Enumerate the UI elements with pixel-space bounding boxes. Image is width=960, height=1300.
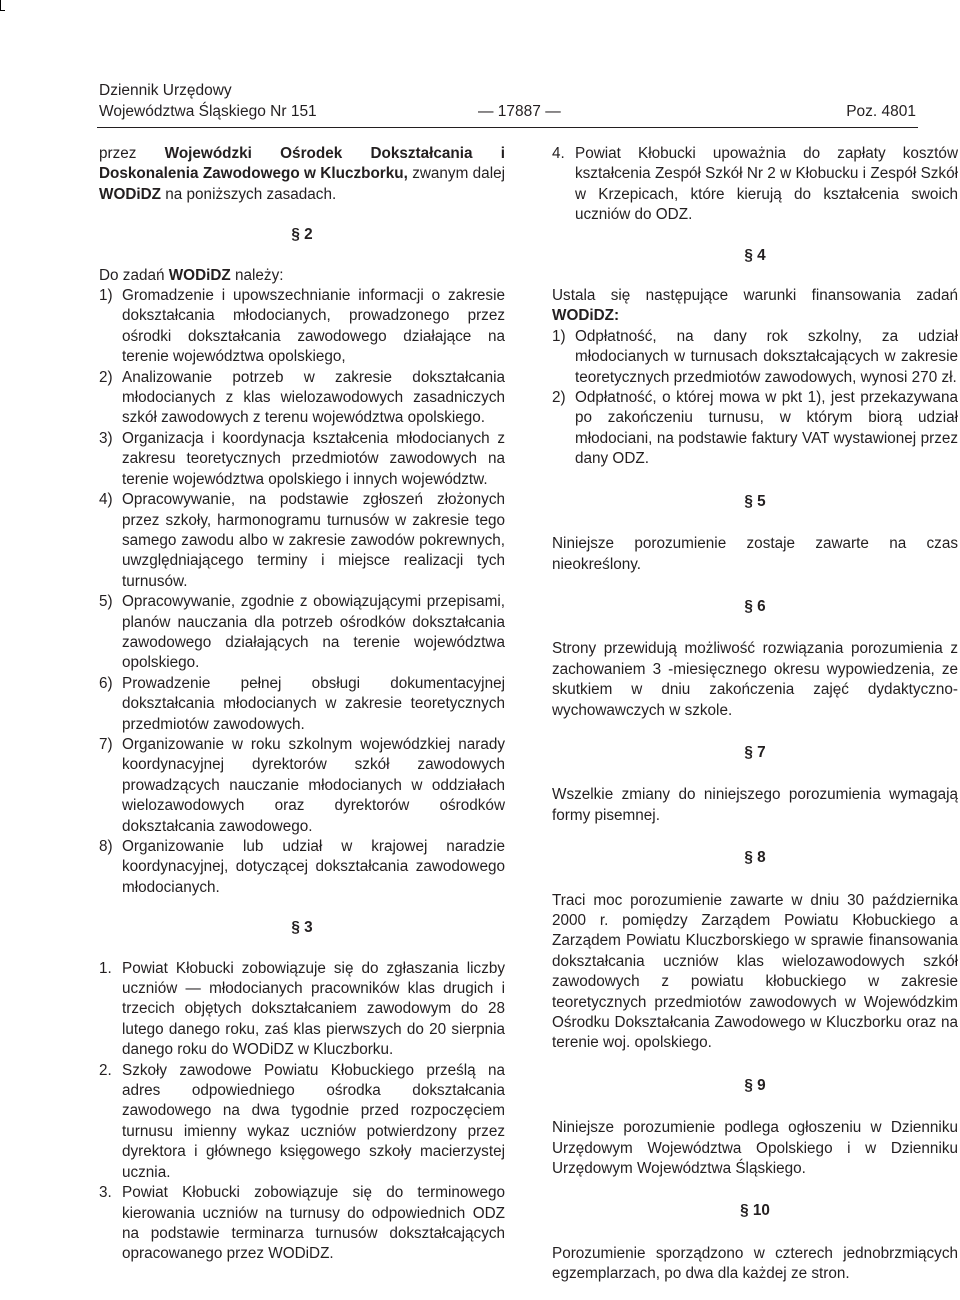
list-item-number: 3) [99, 429, 113, 447]
list-item [99, 1061, 505, 1183]
list-item-text: Prowadzenie pełnej obsługi dokumentacyjnej dokształcania młodocianych w zakresie teoretycznych przedmiotów zawodowych. [122, 674, 505, 733]
list-item [99, 429, 505, 490]
section-5-text: Niniejsze porozumienie zostaje zawarte na czas nieokreślony. [552, 535, 958, 573]
intro-institution: Wojewódzki Ośrodek Dokształcania i Doskonalenia Zawodowego w Kluczborku, [99, 145, 505, 183]
section-8-text: Traci moc porozumienie zawarte w dniu 30 października 2000 r. pomiędzy Zarządem Powiatu Kłobuckiego a Zarządem Powiatu Kluczborskiego w sprawie finansowania dokształcania uczniów klas wielozawodowych szkół zawodowych z powiatu kłobuckiego w zakresie teoretycznych przedmiotów zawodowych w Wojewódzkim Ośrodku Dokształcania Zawodowego w Kluczborku oraz na terenie woj. opolskiego. [552, 891, 958, 1052]
list-item-text: Szkoły zawodowe Powiatu Kłobuckiego prześlą na adres odpowiedniego ośrodka dokształcania zawodowego na dwa tygodnie przed rozpoczęciem turnusu imienny wykaz uczniów potwierdzony przez dyrektora i głównego księgowego szkoły macierzystej ucznia. [122, 1061, 505, 1181]
list-item-number: 1) [99, 287, 113, 305]
list-item [552, 388, 958, 470]
list-item-number: 2) [552, 389, 566, 407]
section-2-lead [99, 266, 505, 286]
intro-text-post: na poniższych zasadach. [161, 185, 337, 203]
s2-lead-bold: WODiDZ [168, 266, 231, 284]
s2-lead-pre: Do zadań [99, 266, 169, 284]
list-item-number: 6) [99, 674, 113, 692]
list-item-text: Gromadzenie i upowszechnianie informacji o zakresie dokształcania młodocianych, prowadzonego przez ośrodki dokształcania zawodowego działające na terenie województwa opolskiego, [122, 287, 505, 366]
list-item-number: 7) [99, 735, 113, 753]
section-10-text: Porozumienie sporządzono w czterech jednobrzmiących egzemplarzach, po dwa dla każdej ze stron. [552, 1244, 958, 1283]
list-item-number: 1. [99, 959, 112, 977]
section-3-heading: § 3 [291, 919, 313, 937]
list-item [552, 327, 958, 388]
section-8-heading: § 8 [744, 849, 766, 867]
list-item [99, 959, 505, 1061]
position-number: Poz. 4801 [846, 103, 916, 120]
s4-lead-pre: Ustala się następujące warunki finansowania zadań [552, 287, 958, 305]
list-item [552, 144, 958, 226]
section-4-heading: § 4 [744, 246, 766, 264]
list-item-text: Odpłatność, o której mowa w pkt 1), jest przekazywana po zakończeniu turnusu, w którym biorą udział młodociani, na podstawie faktury VAT wystawionej przez dany ODZ. [575, 389, 958, 468]
section-2-heading: § 2 [291, 226, 313, 244]
list-item [99, 592, 505, 674]
list-item-number: 4) [99, 491, 113, 509]
section-7-heading: § 7 [744, 743, 766, 761]
header-divider [97, 127, 918, 128]
intro-abbrev: WODiDZ [99, 185, 162, 203]
intro-text-pre: przez [99, 145, 165, 162]
list-item-number: 3. [99, 1184, 112, 1202]
s2-lead-post: należy: [230, 266, 284, 284]
list-item-text: Powiat Kłobucki zobowiązuje się do terminowego kierowania uczniów na turnusy do odpowiednich ODZ na podstawie terminarza turnusów dokształcających opracowanego przez WODiDZ. [122, 1184, 505, 1263]
list-item-text: Powiat Kłobucki zobowiązuje się do zgłaszania liczby uczniów — młodocianych pracowników klas drugich i trzecich objętych dokształcaniem zawodowym do 28 lutego danego roku, zaś klas pierwszych do 20 sierpnia danego roku do WODiDZ w Kluczborku. [122, 959, 505, 1059]
intro-text-mid: zwanym dalej [407, 165, 505, 183]
list-item-text: Organizowanie w roku szkolnym wojewódzkiej narady koordynacyjnej dyrektorów szkół zawodowych prowadzących nauczanie młodocianych w oddziałach wielozawodowych oraz dyrektorów ośrodków dokształcania zawodowego. [122, 735, 505, 835]
list-item [99, 368, 505, 429]
list-item-text: Organizowanie lub udział w krajowej naradzie koordynacyjnej, dotyczącej dokształcania zawodowego młodocianych. [122, 838, 505, 896]
list-item [99, 735, 505, 837]
journal-title-line1: Dziennik Urzędowy [99, 82, 232, 99]
section-2-list [99, 286, 505, 898]
list-item [99, 837, 505, 898]
list-item-number: 1) [552, 327, 566, 345]
right-column [552, 144, 958, 1285]
list-item [99, 490, 505, 592]
section-9-text: Niniejsze porozumienie podlega ogłoszeniu w Dzienniku Urzędowym Województwa Opolskiego i w Dzienniku Urzędowym Województwa Śląskiego. [552, 1119, 958, 1178]
list-item-number: 4. [552, 145, 565, 162]
list-item-text: Opracowywanie, na podstawie zgłoszeń złożonych przez szkoły, harmonogramu turnusów w zakresie tego samego zawodu albo w zakresie zawodów pokrewnych, uwzględniającego terminy i miejsce realizacji tych turnusów. [122, 491, 505, 590]
journal-title-line2: Województwa Śląskiego Nr 151 [99, 103, 317, 120]
list-item-text: Powiat Kłobucki upoważnia do zapłaty kosztów kształcenia Zespół Szkół Nr 2 w Kłobucku i Zespół Szkół w Krzepicach, które kierują do kształcenia swoich uczniów do ODZ. [575, 145, 958, 224]
list-item [99, 286, 505, 368]
section-7-text: Wszelkie zmiany do niniejszego porozumienia wymagają formy pisemnej. [552, 786, 958, 824]
crop-mark [0, 0, 5, 11]
list-item-number: 8) [99, 838, 113, 855]
intro-paragraph [99, 144, 505, 205]
list-item-text: Organizacja i koordynacja kształcenia młodocianych z zakresu teoretycznych przedmiotów zawodowych na terenie województwa opolskiego i innych województw. [122, 429, 505, 488]
list-item [99, 1183, 505, 1265]
s4-lead-bold: WODiDZ: [552, 307, 620, 325]
left-column [99, 144, 505, 1265]
section-10-heading: § 10 [740, 1202, 770, 1220]
list-item-number: 2. [99, 1061, 112, 1079]
section-3-list-continued [552, 144, 958, 226]
page-number: — 17887 — [478, 103, 561, 120]
list-item-text: Opracowywanie, zgodnie z obowiązującymi przepisami, planów nauczania dla potrzeb ośrodków dokształcania zawodowego działających na terenie województwa opolskiego. [122, 593, 505, 672]
list-item-number: 5) [99, 593, 113, 611]
list-item-text: Analizowanie potrzeb w zakresie dokształcania młodocianych z klas wielozawodowych zasadniczych szkół zawodowych z terenu województwa opolskiego. [122, 368, 505, 427]
list-item-number: 2) [99, 368, 113, 386]
list-item [99, 674, 505, 735]
section-4-lead [552, 286, 958, 327]
section-5-heading: § 5 [744, 492, 766, 510]
section-9-heading: § 9 [744, 1076, 766, 1094]
journal-title [99, 80, 317, 122]
section-6-text: Strony przewidują możliwość rozwiązania porozumienia z zachowaniem 3 -miesięcznego okresu wypowiedzenia, ze skutkiem w dniu zakończenia zajęć dydaktyczno-wychowawczych w szkole. [552, 640, 958, 719]
list-item-text: Odpłatność, na dany rok szkolny, za udział młodocianych w turnusach dokształcających w zakresie teoretycznych przedmiotów zawodowych, wynosi 270 zł. [575, 327, 958, 386]
section-4-list [552, 327, 958, 470]
section-3-list [99, 959, 505, 1265]
section-6-heading: § 6 [744, 597, 766, 615]
